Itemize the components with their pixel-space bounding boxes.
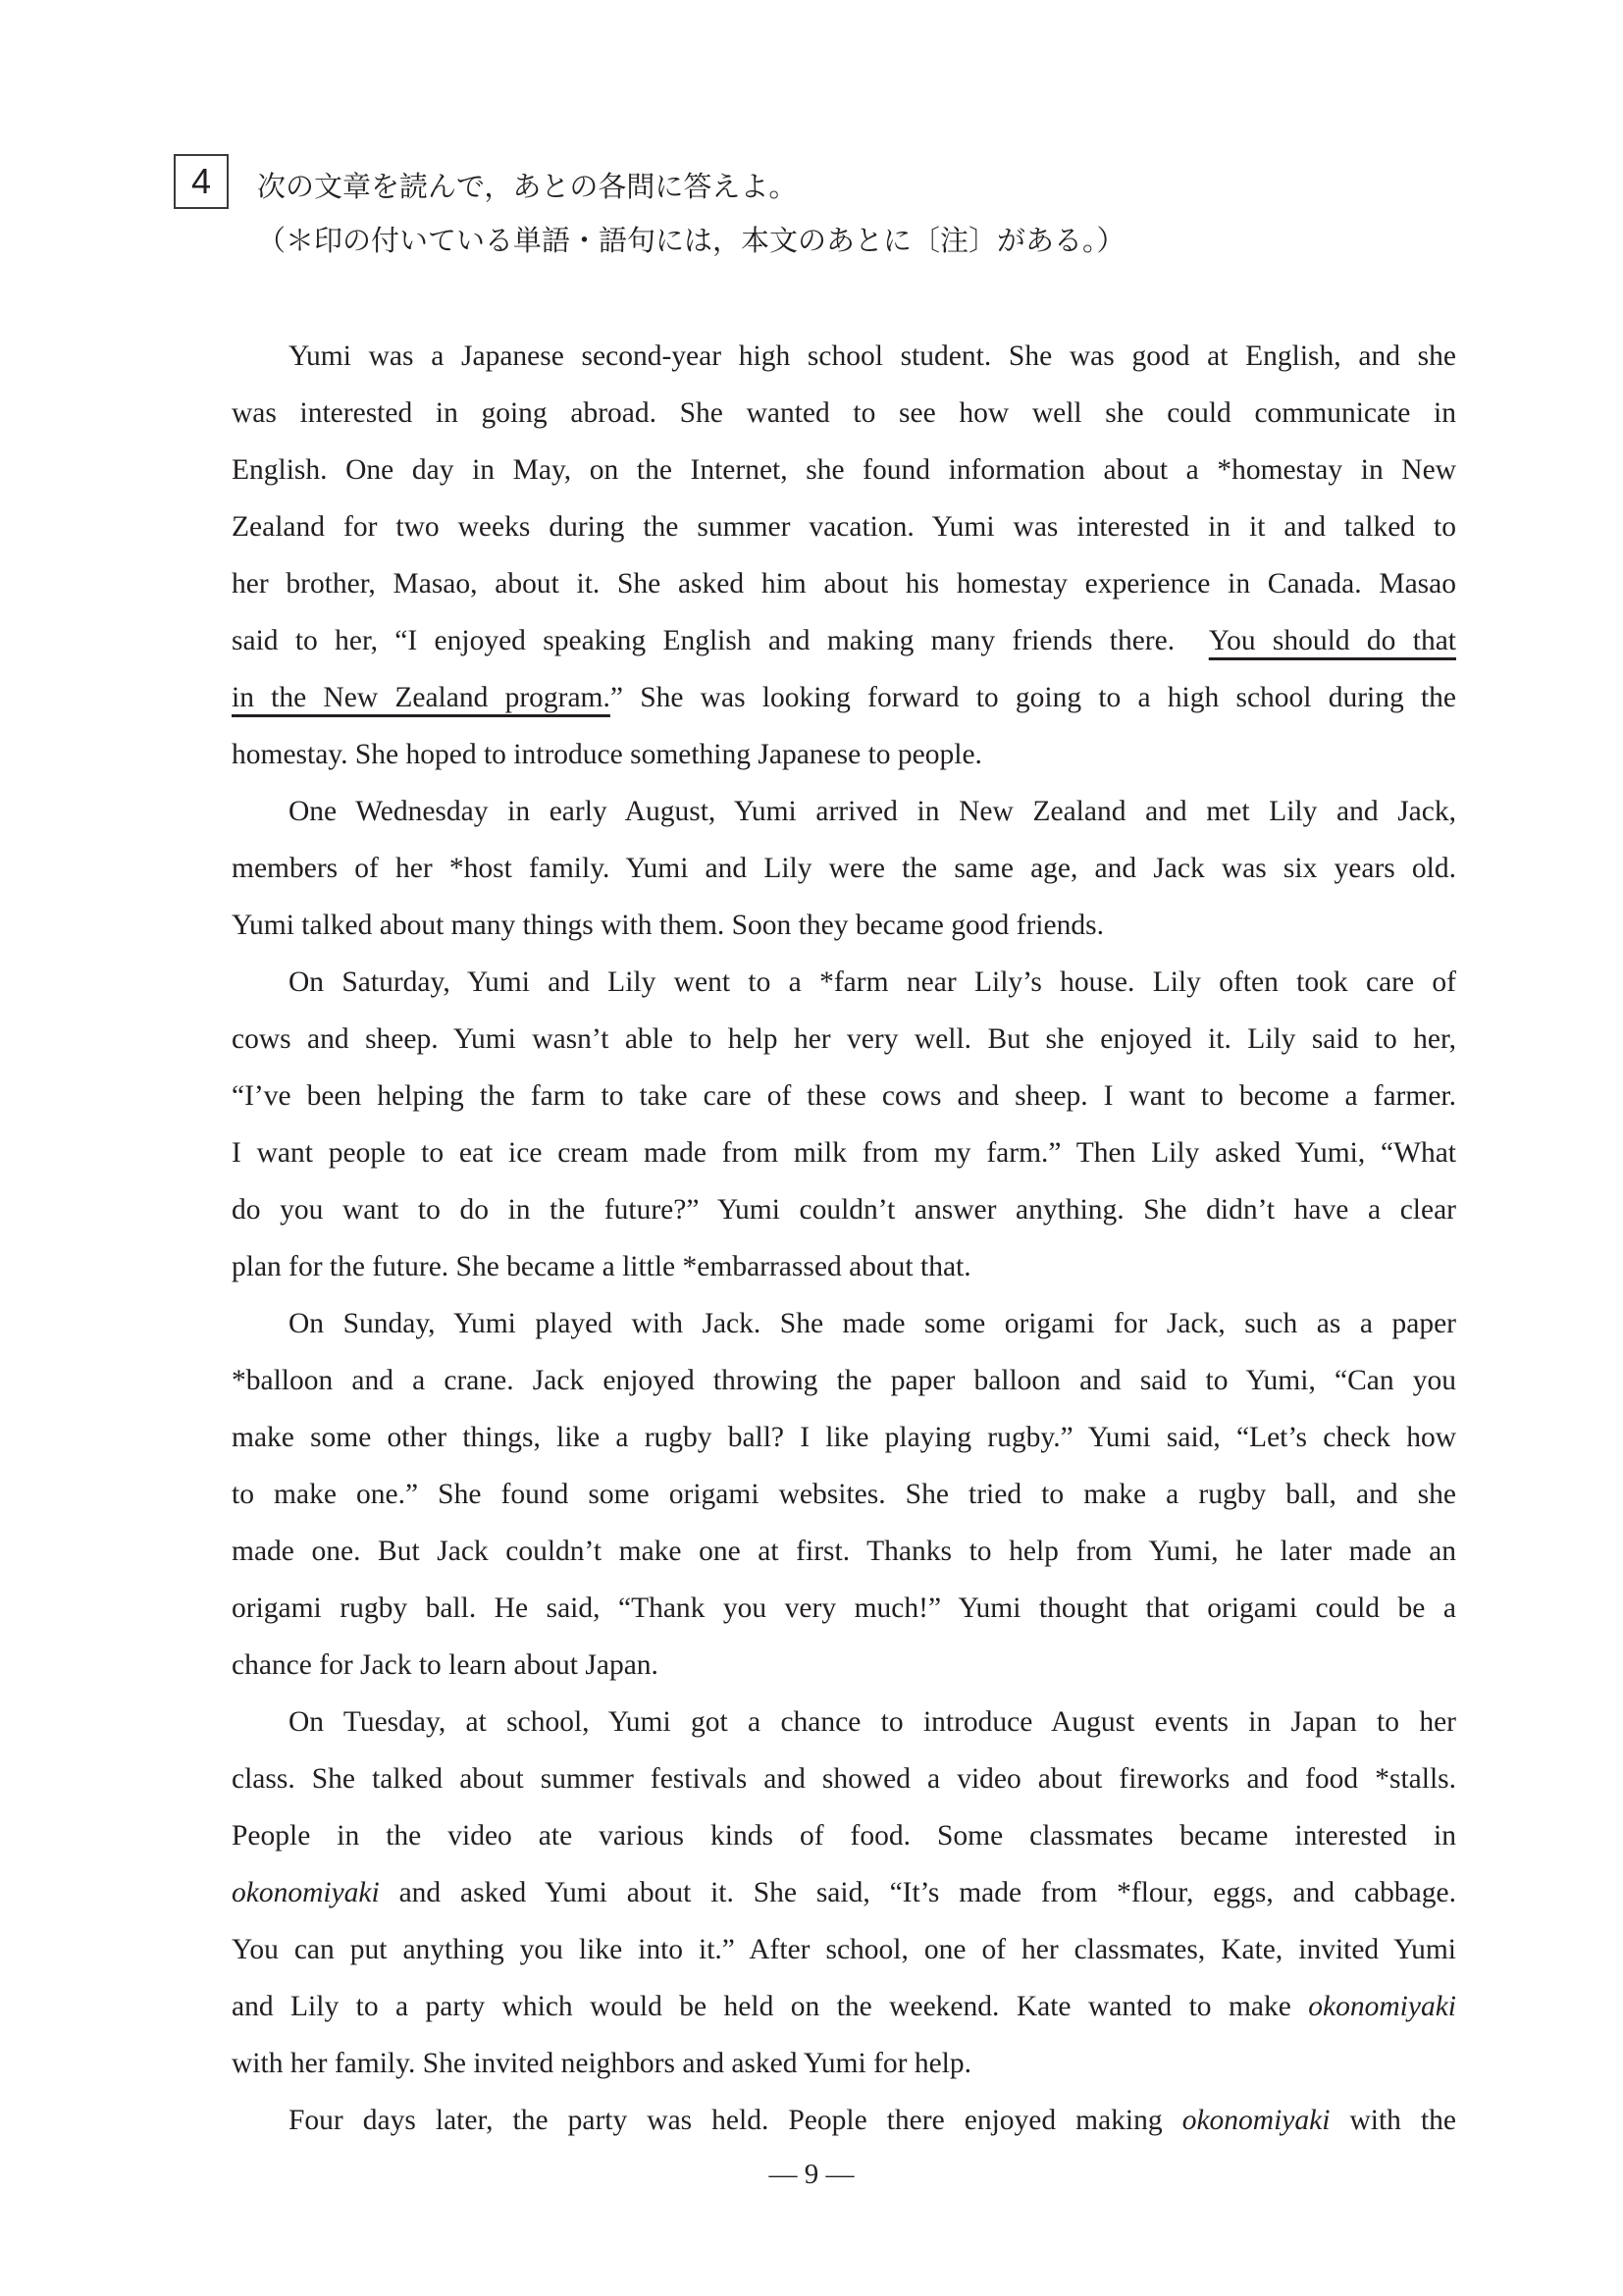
italic-word-okonomiyaki: okonomiyaki	[232, 1877, 380, 1908]
passage-text: and asked Yumi about it. She said, “It’s made from *flour, eggs, and cabbage.	[379, 1877, 1456, 1908]
passage-line: make some other things, like a rugby ball? I like playing rugby.” Yumi said, “Let’s check how	[232, 1422, 1456, 1453]
passage-line: origami rugby ball. He said, “Thank you very much!” Yumi thought that origami could be a	[232, 1592, 1456, 1624]
passage-line: was interested in going abroad. She wanted to see how well she could communicate in	[232, 397, 1456, 429]
passage-line: to make one.” She found some origami websites. She tried to make a rugby ball, and she	[232, 1479, 1456, 1510]
underlined-phrase-part-1: You should do that	[1208, 625, 1456, 656]
passage-line: with her family. She invited neighbors and asked Yumi for help.	[232, 2048, 972, 2079]
passage-line: cows and sheep. Yumi wasn’t able to help her very well. But she enjoyed it. Lily said to her,	[232, 1023, 1456, 1055]
passage-line	[232, 2096, 1456, 2153]
question-number-box	[174, 154, 229, 209]
passage-text: said to her, “I enjoyed speaking English and making many friends there.	[232, 625, 1176, 656]
question-instruction: 次の文章を読んで，あとの各問に答えよ。	[257, 170, 798, 203]
passage-line	[232, 616, 1456, 673]
passage-text: Four days later, the party was held. People there enjoyed making	[288, 2105, 1182, 2136]
passage-line: On Saturday, Yumi and Lily went to a *farm near Lily’s house. Lily often took care of	[288, 966, 1456, 998]
passage-line	[232, 1982, 1456, 2039]
passage-line	[232, 673, 1456, 730]
passage-text: ” She was looking forward to going to a high school during the	[609, 682, 1456, 713]
passage-line: You can put anything you like into it.” After school, one of her classmates, Kate, invited Yumi	[232, 1934, 1456, 1965]
passage-line: members of her *host family. Yumi and Lily were the same age, and Jack was six years old.	[232, 853, 1456, 884]
passage-line	[232, 1868, 1456, 1925]
italic-word-okonomiyaki: okonomiyaki	[1308, 1991, 1456, 2022]
passage-line: her brother, Masao, about it. She asked him about his homestay experience in Canada. Masao	[232, 568, 1456, 600]
passage-line: People in the video ate various kinds of food. Some classmates became interested in	[232, 1820, 1456, 1852]
underlined-phrase-part-2: in the New Zealand program.	[232, 682, 610, 713]
passage-line: Yumi was a Japanese second-year high school student. She was good at English, and she	[288, 340, 1456, 372]
question-number: 4	[190, 161, 212, 201]
passage-line: Yumi talked about many things with them. Soon they became good friends.	[232, 910, 1104, 941]
passage-text: with the	[1330, 2105, 1456, 2136]
italic-word-okonomiyaki: okonomiyaki	[1181, 2105, 1331, 2136]
page-number: — 9 —	[768, 2159, 855, 2190]
passage-line: *balloon and a crane. Jack enjoyed throwing the paper balloon and said to Yumi, “Can you	[232, 1365, 1456, 1396]
passage-line: On Sunday, Yumi played with Jack. She made some origami for Jack, such as a paper	[288, 1308, 1456, 1339]
passage-text: and Lily to a party which would be held on the weekend. Kate wanted to make	[232, 1991, 1309, 2022]
passage-line: English. One day in May, on the Internet, she found information about a *homestay in New	[232, 454, 1456, 486]
reading-passage	[232, 332, 1456, 2153]
passage-line: made one. But Jack couldn’t make one at first. Thanks to help from Yumi, he later made an	[232, 1536, 1456, 1567]
passage-line: do you want to do in the future?” Yumi couldn’t answer anything. She didn’t have a clear	[232, 1194, 1456, 1226]
passage-line: homestay. She hoped to introduce something Japanese to people.	[232, 739, 982, 770]
passage-line: chance for Jack to learn about Japan.	[232, 1649, 658, 1681]
passage-line: I want people to eat ice cream made from milk from my farm.” Then Lily asked Yumi, “What	[232, 1137, 1456, 1169]
passage-line: Zealand for two weeks during the summer vacation. Yumi was interested in it and talked to	[232, 511, 1456, 543]
passage-line: On Tuesday, at school, Yumi got a chance to introduce August events in Japan to her	[288, 1706, 1456, 1738]
question-note: （＊印の付いている単語・語句には，本文のあとに〔注〕がある。）	[257, 224, 1126, 257]
passage-line: plan for the future. She became a little *embarrassed about that.	[232, 1251, 971, 1282]
passage-line: One Wednesday in early August, Yumi arrived in New Zealand and met Lily and Jack,	[288, 796, 1456, 827]
passage-line: “I’ve been helping the farm to take care of these cows and sheep. I want to become a farmer.	[232, 1080, 1456, 1112]
passage-line: class. She talked about summer festivals and showed a video about fireworks and food *stalls.	[232, 1763, 1456, 1795]
